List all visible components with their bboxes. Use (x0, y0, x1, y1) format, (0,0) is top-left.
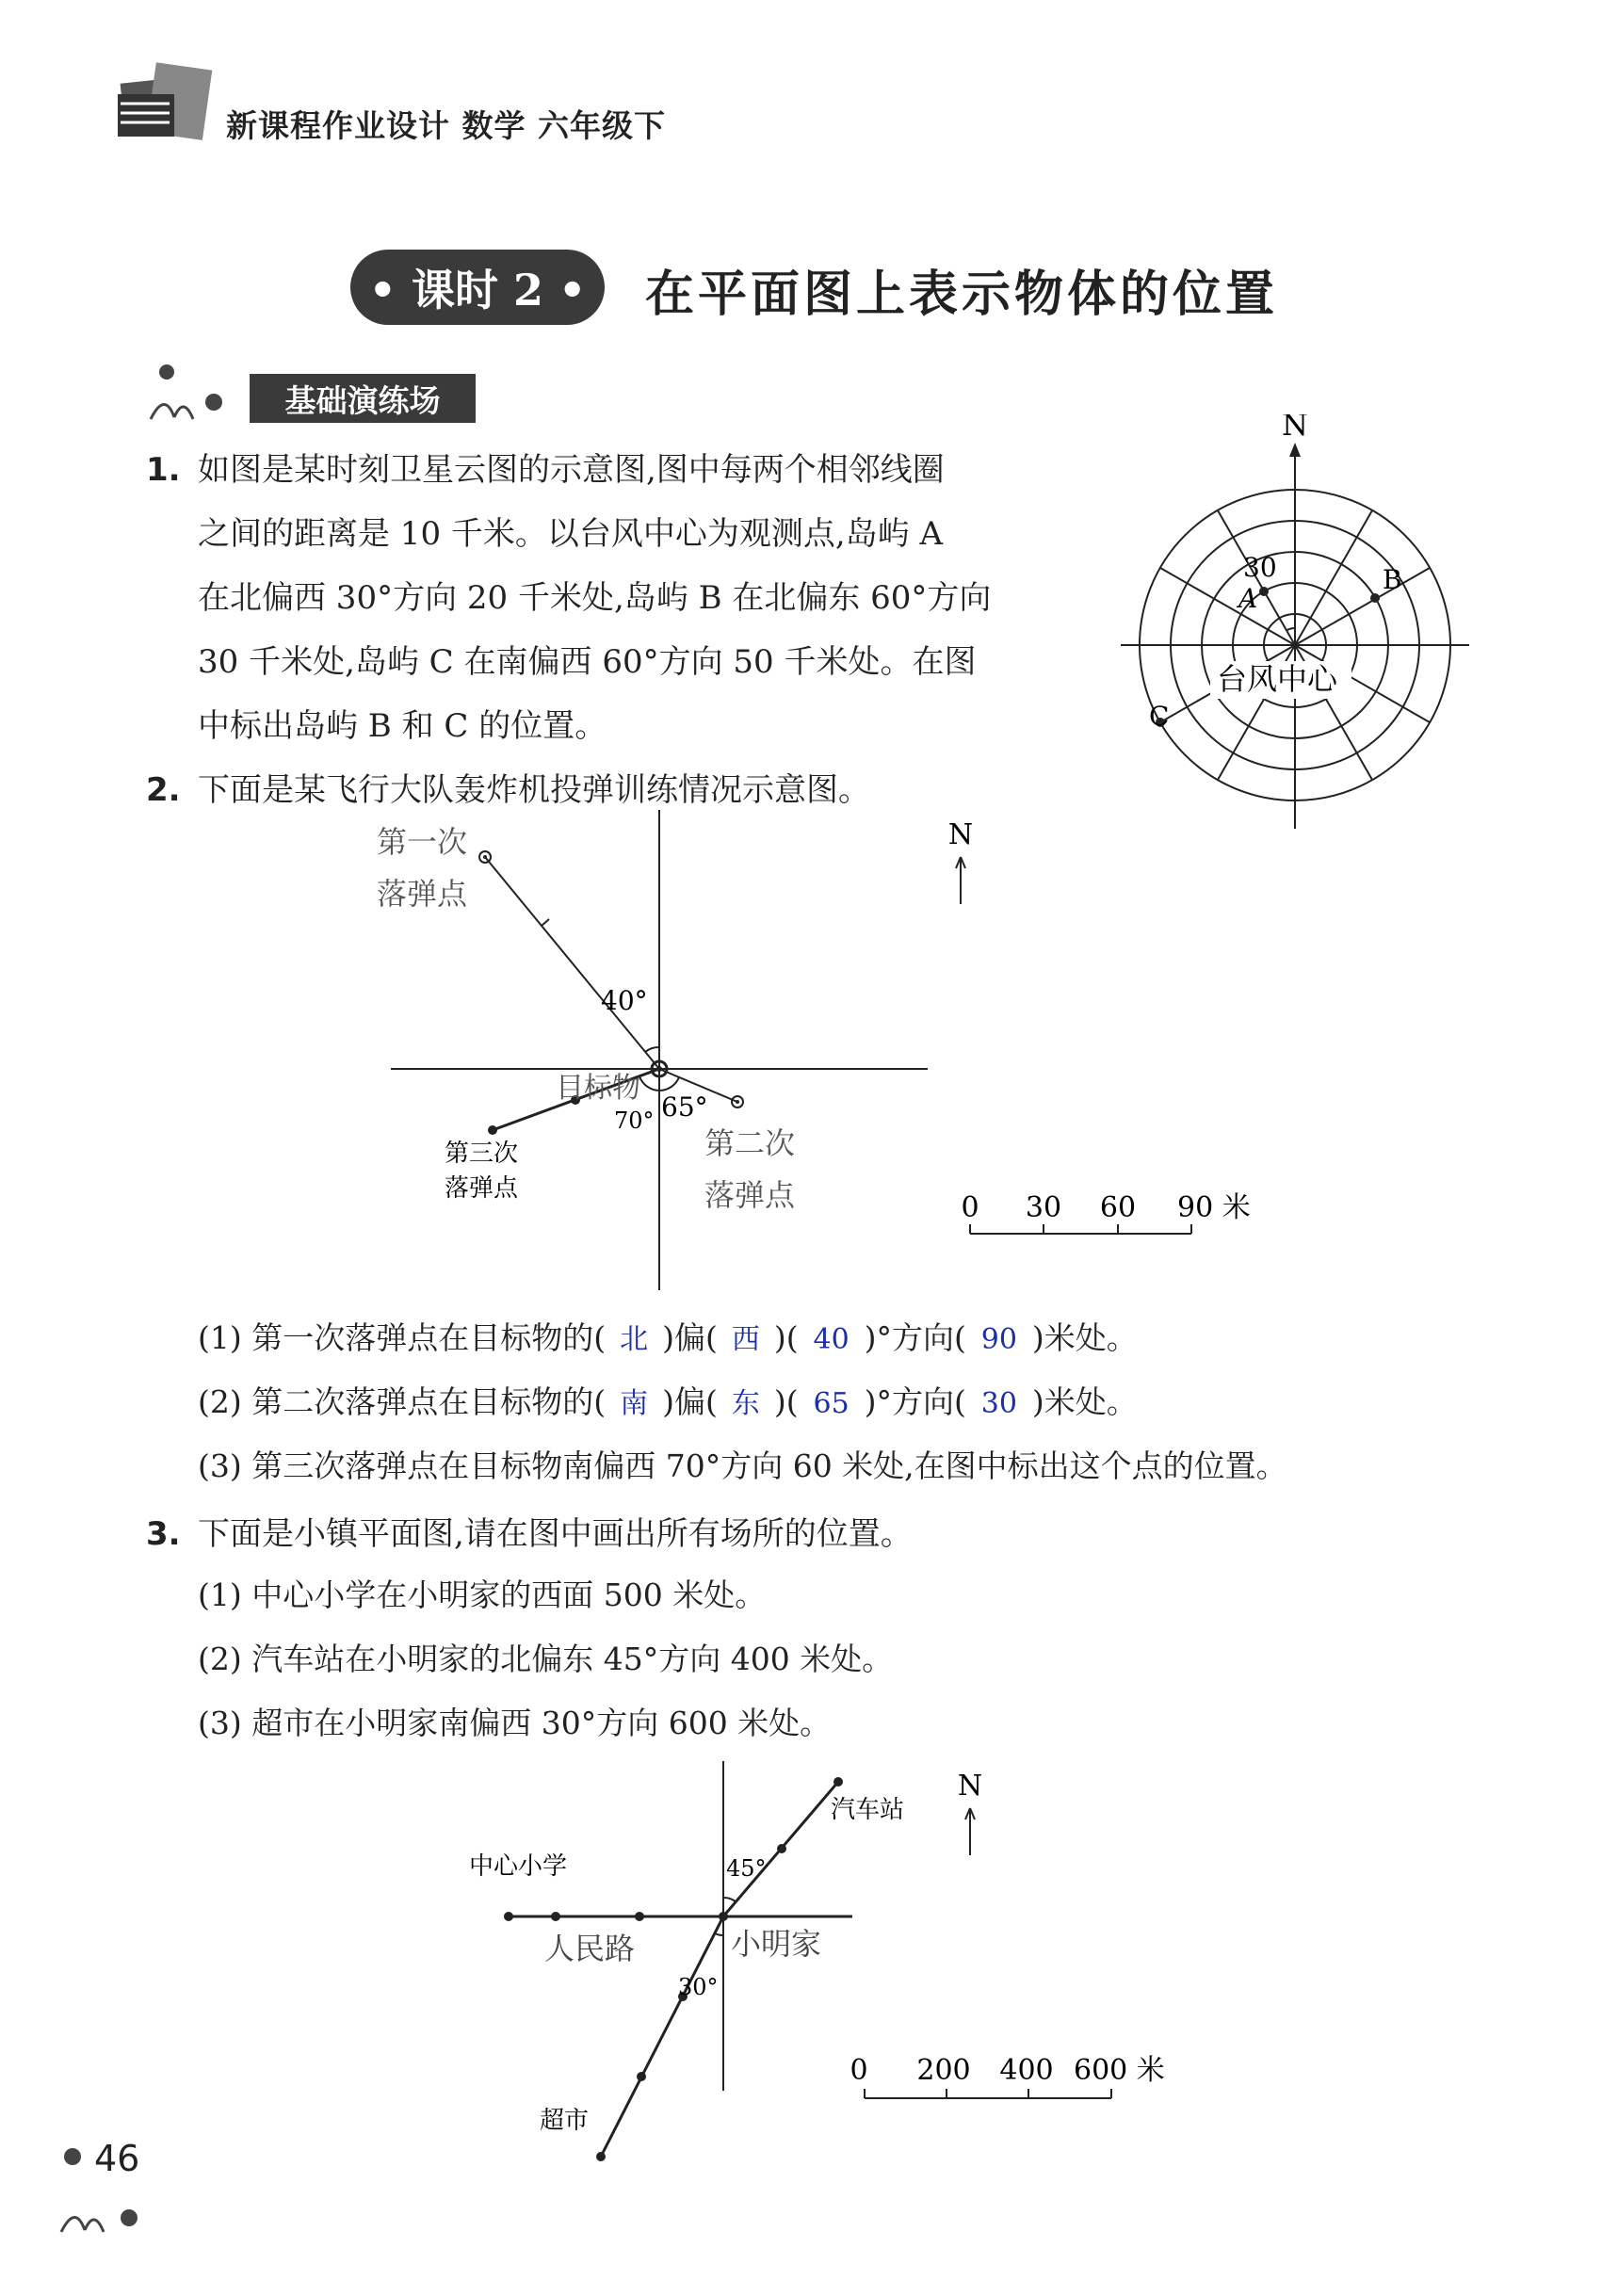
sub-text: )°方向( (864, 1319, 966, 1356)
sub-text: )( (773, 1383, 799, 1420)
target-label: 目标物 (556, 1072, 640, 1105)
q2-sub-1 (198, 1314, 1138, 1358)
lesson-badge: • 课时 2 • (350, 250, 605, 325)
island-b-label: B (1383, 564, 1402, 595)
answer-angle: 65 (813, 1387, 850, 1420)
flower-decoration-icon (146, 353, 250, 428)
school-point (504, 1912, 513, 1921)
first-point-line (485, 857, 659, 1069)
question-text: 下面是某飞行大队轰炸机投弹训练情况示意图。 (198, 771, 870, 809)
first-point-label: 落弹点 (377, 876, 468, 912)
north-label: N (957, 1770, 983, 1803)
sub-text: (2) 第二次落弹点在目标物的( (198, 1383, 607, 1420)
question-3 (146, 1502, 913, 1566)
q2-sub-3: (3) 第三次落弹点在目标物南偏西 70°方向 60 米处,在图中标出这个点的位置。 (198, 1447, 1287, 1484)
first-point-label: 第一次 (377, 824, 468, 860)
q2-sub-2 (198, 1378, 1138, 1422)
bombing-training-figure (377, 810, 1319, 1300)
question-text-line: 中标出岛屿 B 和 C 的位置。 (198, 707, 607, 745)
q3-sub-1: (1) 中心小学在小明家的西面 500 米处。 (198, 1576, 767, 1613)
north-label: N (947, 818, 974, 851)
home-point (719, 1912, 728, 1921)
sub-text: )°方向( (864, 1383, 966, 1420)
third-drop-point (488, 1125, 497, 1135)
second-point-label: 第二次 (704, 1125, 796, 1161)
north-arrow-icon (1289, 443, 1301, 457)
scale-tick-label: 60 (1099, 1191, 1137, 1224)
question-text: 下面是小镇平面图,请在图中画出所有场所的位置。 (198, 1515, 913, 1553)
angle-40-label: 40° (601, 985, 648, 1016)
sub-text: )米处。 (1031, 1383, 1138, 1420)
bus-station-point (833, 1777, 843, 1787)
road-label: 人民路 (544, 1931, 636, 1966)
answer-angle: 40 (813, 1323, 850, 1356)
question-text-line: 在北偏西 30°方向 20 千米处,岛屿 B 在北偏东 60°方向 (198, 579, 992, 617)
typhoon-radar-figure (1111, 414, 1479, 829)
section-label: 基础演练场 (250, 374, 476, 423)
third-point-label: 第三次 (445, 1140, 519, 1168)
books-icon (118, 62, 212, 140)
sub-text: )米处。 (1031, 1319, 1138, 1356)
town-map-figure (452, 1761, 1206, 2166)
q3-sub-3: (3) 超市在小明家南偏西 30°方向 600 米处。 (198, 1705, 832, 1741)
book-title: 新课程作业设计 数学 六年级下 (226, 107, 666, 144)
answer-direction-2: 西 (731, 1323, 760, 1356)
scale-tick-label: 400 (999, 2054, 1054, 2087)
question-1 (146, 438, 1107, 758)
second-point-label: 落弹点 (704, 1177, 796, 1213)
answer-distance: 30 (980, 1387, 1017, 1420)
sub-text: (1) 第一次落弹点在目标物的( (198, 1319, 607, 1356)
sub-text: )偏( (662, 1383, 718, 1420)
scale-tick-label: 600 米 (1074, 2054, 1165, 2087)
angle-30-label: 30° (678, 1974, 719, 2000)
supermarket-label: 超市 (540, 2107, 590, 2135)
scale-tick-label: 200 (916, 2054, 971, 2087)
sub-text: )偏( (662, 1319, 718, 1356)
angle-45-label: 45° (726, 1855, 767, 1882)
supermarket-point (596, 2152, 606, 2161)
island-c-label: C (1149, 701, 1170, 732)
page-number: 46 (94, 2138, 140, 2179)
q3-sub-2: (2) 汽车站在小明家的北偏东 45°方向 400 米处。 (198, 1641, 894, 1677)
school-label: 中心小学 (469, 1852, 568, 1881)
typhoon-center-label: 台风中心 (1217, 661, 1338, 697)
island-a-label: A (1238, 583, 1258, 614)
question-number: 2. (146, 771, 181, 809)
question-text-line: 如图是某时刻卫星云图的示意图,图中每两个相邻线圈 (198, 451, 945, 489)
north-label: N (1282, 414, 1308, 443)
answer-direction-1: 南 (620, 1387, 649, 1420)
sub-text: )( (773, 1319, 799, 1356)
angle-label: 30 (1243, 552, 1277, 583)
answer-distance: 90 (980, 1323, 1017, 1356)
answer-direction-2: 东 (731, 1387, 760, 1420)
scale-tick-label: 90 米 (1177, 1191, 1251, 1224)
lesson-title: 在平面图上表示物体的位置 (645, 266, 1279, 323)
scale-tick-label: 0 (850, 2054, 868, 2087)
question-number: 1. (146, 451, 181, 489)
scale-tick-label: 0 (961, 1191, 979, 1224)
angle-70-label: 70° (614, 1108, 655, 1134)
island-a-point (1259, 587, 1269, 596)
bus-station-label: 汽车站 (831, 1796, 905, 1824)
third-point-label: 落弹点 (445, 1174, 519, 1203)
home-label: 小明家 (731, 1926, 822, 1962)
answer-direction-1: 北 (620, 1323, 649, 1356)
scale-tick-label: 30 (1025, 1191, 1062, 1224)
question-text-line: 之间的距离是 10 千米。以台风中心为观测点,岛屿 A (198, 515, 944, 553)
island-b-point (1370, 593, 1380, 603)
angle-65-label: 65° (661, 1091, 708, 1123)
question-text-line: 30 千米处,岛屿 C 在南偏西 60°方向 50 千米处。在图 (198, 643, 977, 681)
question-number: 3. (146, 1515, 181, 1553)
